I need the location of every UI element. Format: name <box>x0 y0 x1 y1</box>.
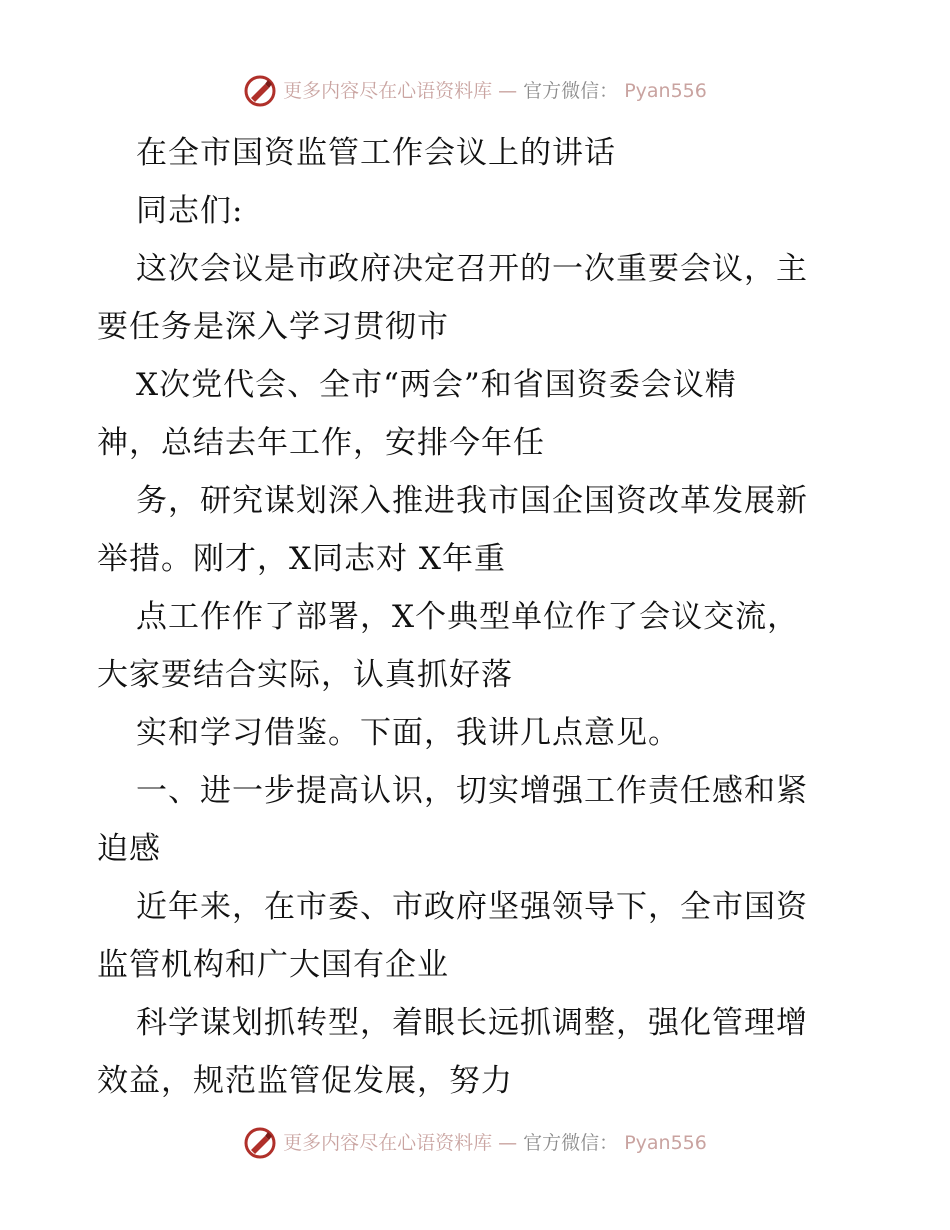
watermark-sub-text: 官方微信： <box>523 80 619 102</box>
paragraph-line: 大家要结合实际，认真抓好落 <box>97 657 513 693</box>
watermark-dash: — <box>498 80 518 102</box>
pen-logo-icon <box>243 74 277 108</box>
section-heading: 一、进一步提高认识，切实增强工作责任感和紧 <box>136 773 808 809</box>
paragraph-line: 这次会议是市政府决定召开的一次重要会议，主 <box>136 251 808 287</box>
watermark-wechat-id: Pyan556 <box>624 80 707 102</box>
watermark-wechat-id: Pyan556 <box>624 1132 707 1154</box>
salutation: 同志们: <box>136 193 244 229</box>
paragraph-line: 实和学习借鉴。下面，我讲几点意见。 <box>136 715 680 751</box>
paragraph-line: X次党代会、全市“两会”和省国资委会议精 <box>136 367 737 403</box>
paragraph-line: 举措。刚才，X同志对 X年重 <box>97 541 506 577</box>
paragraph-line: 近年来，在市委、市政府坚强领导下，全市国资 <box>136 889 808 925</box>
paragraph-line: 务，研究谋划深入推进我市国企国资改革发展新 <box>136 483 808 519</box>
watermark-main-text: 更多内容尽在心语资料库 <box>283 80 493 102</box>
document-title: 在全市国资监管工作会议上的讲话 <box>136 135 616 171</box>
paragraph-line: 神，总结去年工作，安排今年任 <box>97 425 545 461</box>
paragraph-line: 效益，规范监管促发展，努力 <box>97 1063 513 1099</box>
paragraph-line: 要任务是深入学习贯彻市 <box>97 309 449 345</box>
watermark-sub-text: 官方微信： <box>523 1132 619 1154</box>
watermark-main-text: 更多内容尽在心语资料库 <box>283 1132 493 1154</box>
watermark-dash: — <box>498 1132 518 1154</box>
header-watermark <box>0 74 950 108</box>
paragraph-line: 科学谋划抓转型，着眼长远抓调整，强化管理增 <box>136 1005 808 1041</box>
paragraph-line: 点工作作了部署，X个典型单位作了会议交流， <box>136 599 800 635</box>
document-body <box>97 124 857 1110</box>
paragraph-line: 监管机构和广大国有企业 <box>97 947 449 983</box>
footer-watermark <box>0 1126 950 1160</box>
pen-logo-icon <box>243 1126 277 1160</box>
section-heading-continued: 迫感 <box>97 831 161 867</box>
